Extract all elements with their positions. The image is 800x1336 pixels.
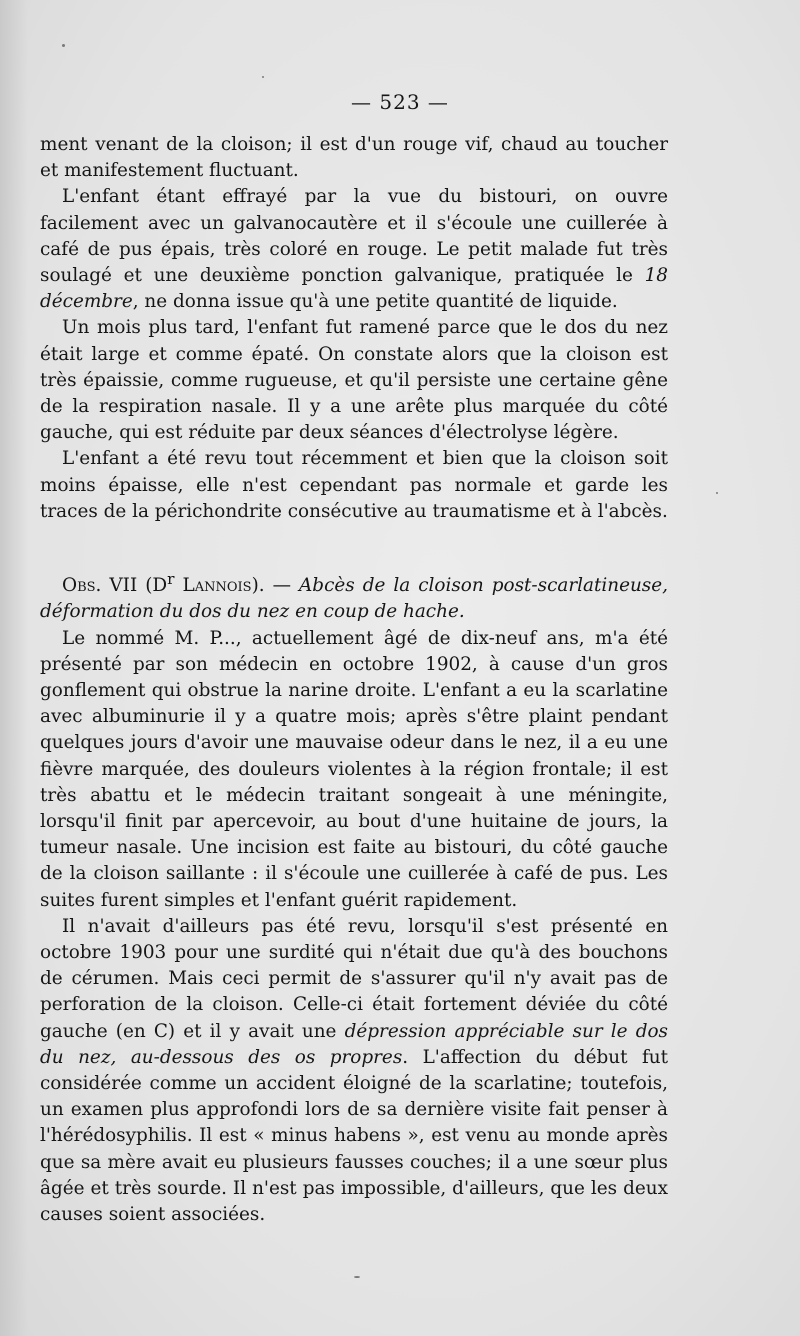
scan-speck — [62, 44, 65, 47]
scan-speck — [716, 492, 718, 494]
finding-emphasis: dépression appréciable sur le dos du nez, au-dessous des os propres — [40, 1020, 668, 1068]
observation-label: Obs. VII — [62, 575, 138, 597]
observation-heading: Obs. VII ($D^r$ Lannois). — Abcès de la cloison post-scarlatineuse, déformation du dos du nez en coup de hache. — [40, 570, 668, 623]
binding-shadow — [0, 0, 28, 1336]
observation-author: Lannois — [182, 575, 252, 597]
paragraph: Il n'avait d'ailleurs pas été revu, lorsqu'il s'est présenté en octobre 1903 pour une surdité qui n'était due qu'à des bouchons de cérumen. Mais ceci permit de s'assurer qu'il n'y avait pas de perforation de la cloison. Celle-ci était fortement déviée du côté gauche (en C) et il y avait une dépression appréciable sur le dos du nez, au-dessous des os propres. L'affection du début fut considérée comme un accident éloigné de la scarlatine; toutefois, un examen plus approfondi lors de sa dernière visite fait penser à l'hérédosyphilis. Il est « minus habens », est venu au monde après que sa mère avait eu plusieurs fausses couches; il a une sœur plus âgée et très sourde. Il n'est pas impossible, d'ailleurs, que les deux causes soient associées. — [40, 915, 668, 1225]
paragraph: Un mois plus tard, l'enfant fut ramené parce que le dos du nez était large et comme épaté. On constate alors que la cloison est très épaissie, comme rugueuse, et qu'il persiste une certaine gêne de la respiration nasale. Il y a une arête plus marquée du côté gauche, qui est réduite par deux séances d'électrolyse légère. — [40, 317, 668, 444]
observation-title: Abcès de la cloison post-scarlatineuse, déformation du dos du nez en coup de hache. — [40, 575, 668, 623]
scan-speck — [262, 76, 264, 78]
paragraph: Le nommé M. P..., actuellement âgé de dix-neuf ans, m'a été présenté par son médecin en octobre 1902, à cause d'un gros gonflement qui obstrue la narine droite. L'enfant a eu la scarlatine avec albuminurie il y a quatre mois; après s'être plaint pendant quelques jours d'avoir une mauvaise odeur dans le nez, il a eu une fièvre marquée, des douleurs violentes à la région frontale; il est très abattu et le médecin traitant songeait à une méningite, lorsqu'il finit par apercevoir, au bout d'une huitaine de jours, la tumeur nasale. Une incision est faite au bistouri, du côté gauche de la cloison saillante : il s'écoule une cuillerée à café de pus. Les suites furent simples et l'enfant guérit rapidement. — [40, 627, 668, 911]
paragraph: L'enfant étant effrayé par la vue du bistouri, on ouvre facilement avec un galvanocautère et il s'écoule une cuillerée à café de pus épais, très coloré en rouge. Le petit malade fut très soulagé et une deuxième ponction galvanique, pratiquée le 18 décembre, ne donna issue qu'à une petite quantité de liquide. — [40, 186, 668, 313]
text-block-continued-observation — [40, 132, 668, 525]
paragraph: L'enfant a été revu tout récemment et bien que la cloison soit moins épaisse, elle n'est cependant pas normale et garde les traces de la périchondrite consécutive au traumatisme et à l'abcès. — [40, 448, 668, 522]
page-number: — 523 — — [351, 90, 449, 114]
scan-speck — [354, 1276, 360, 1278]
paragraph: ment venant de la cloison; il est d'un rouge vif, chaud au toucher et manifestement fluctuant. — [40, 134, 668, 182]
date-emphasis: 18 décembre — [40, 265, 668, 313]
text-block-observation-vii — [40, 566, 668, 1228]
